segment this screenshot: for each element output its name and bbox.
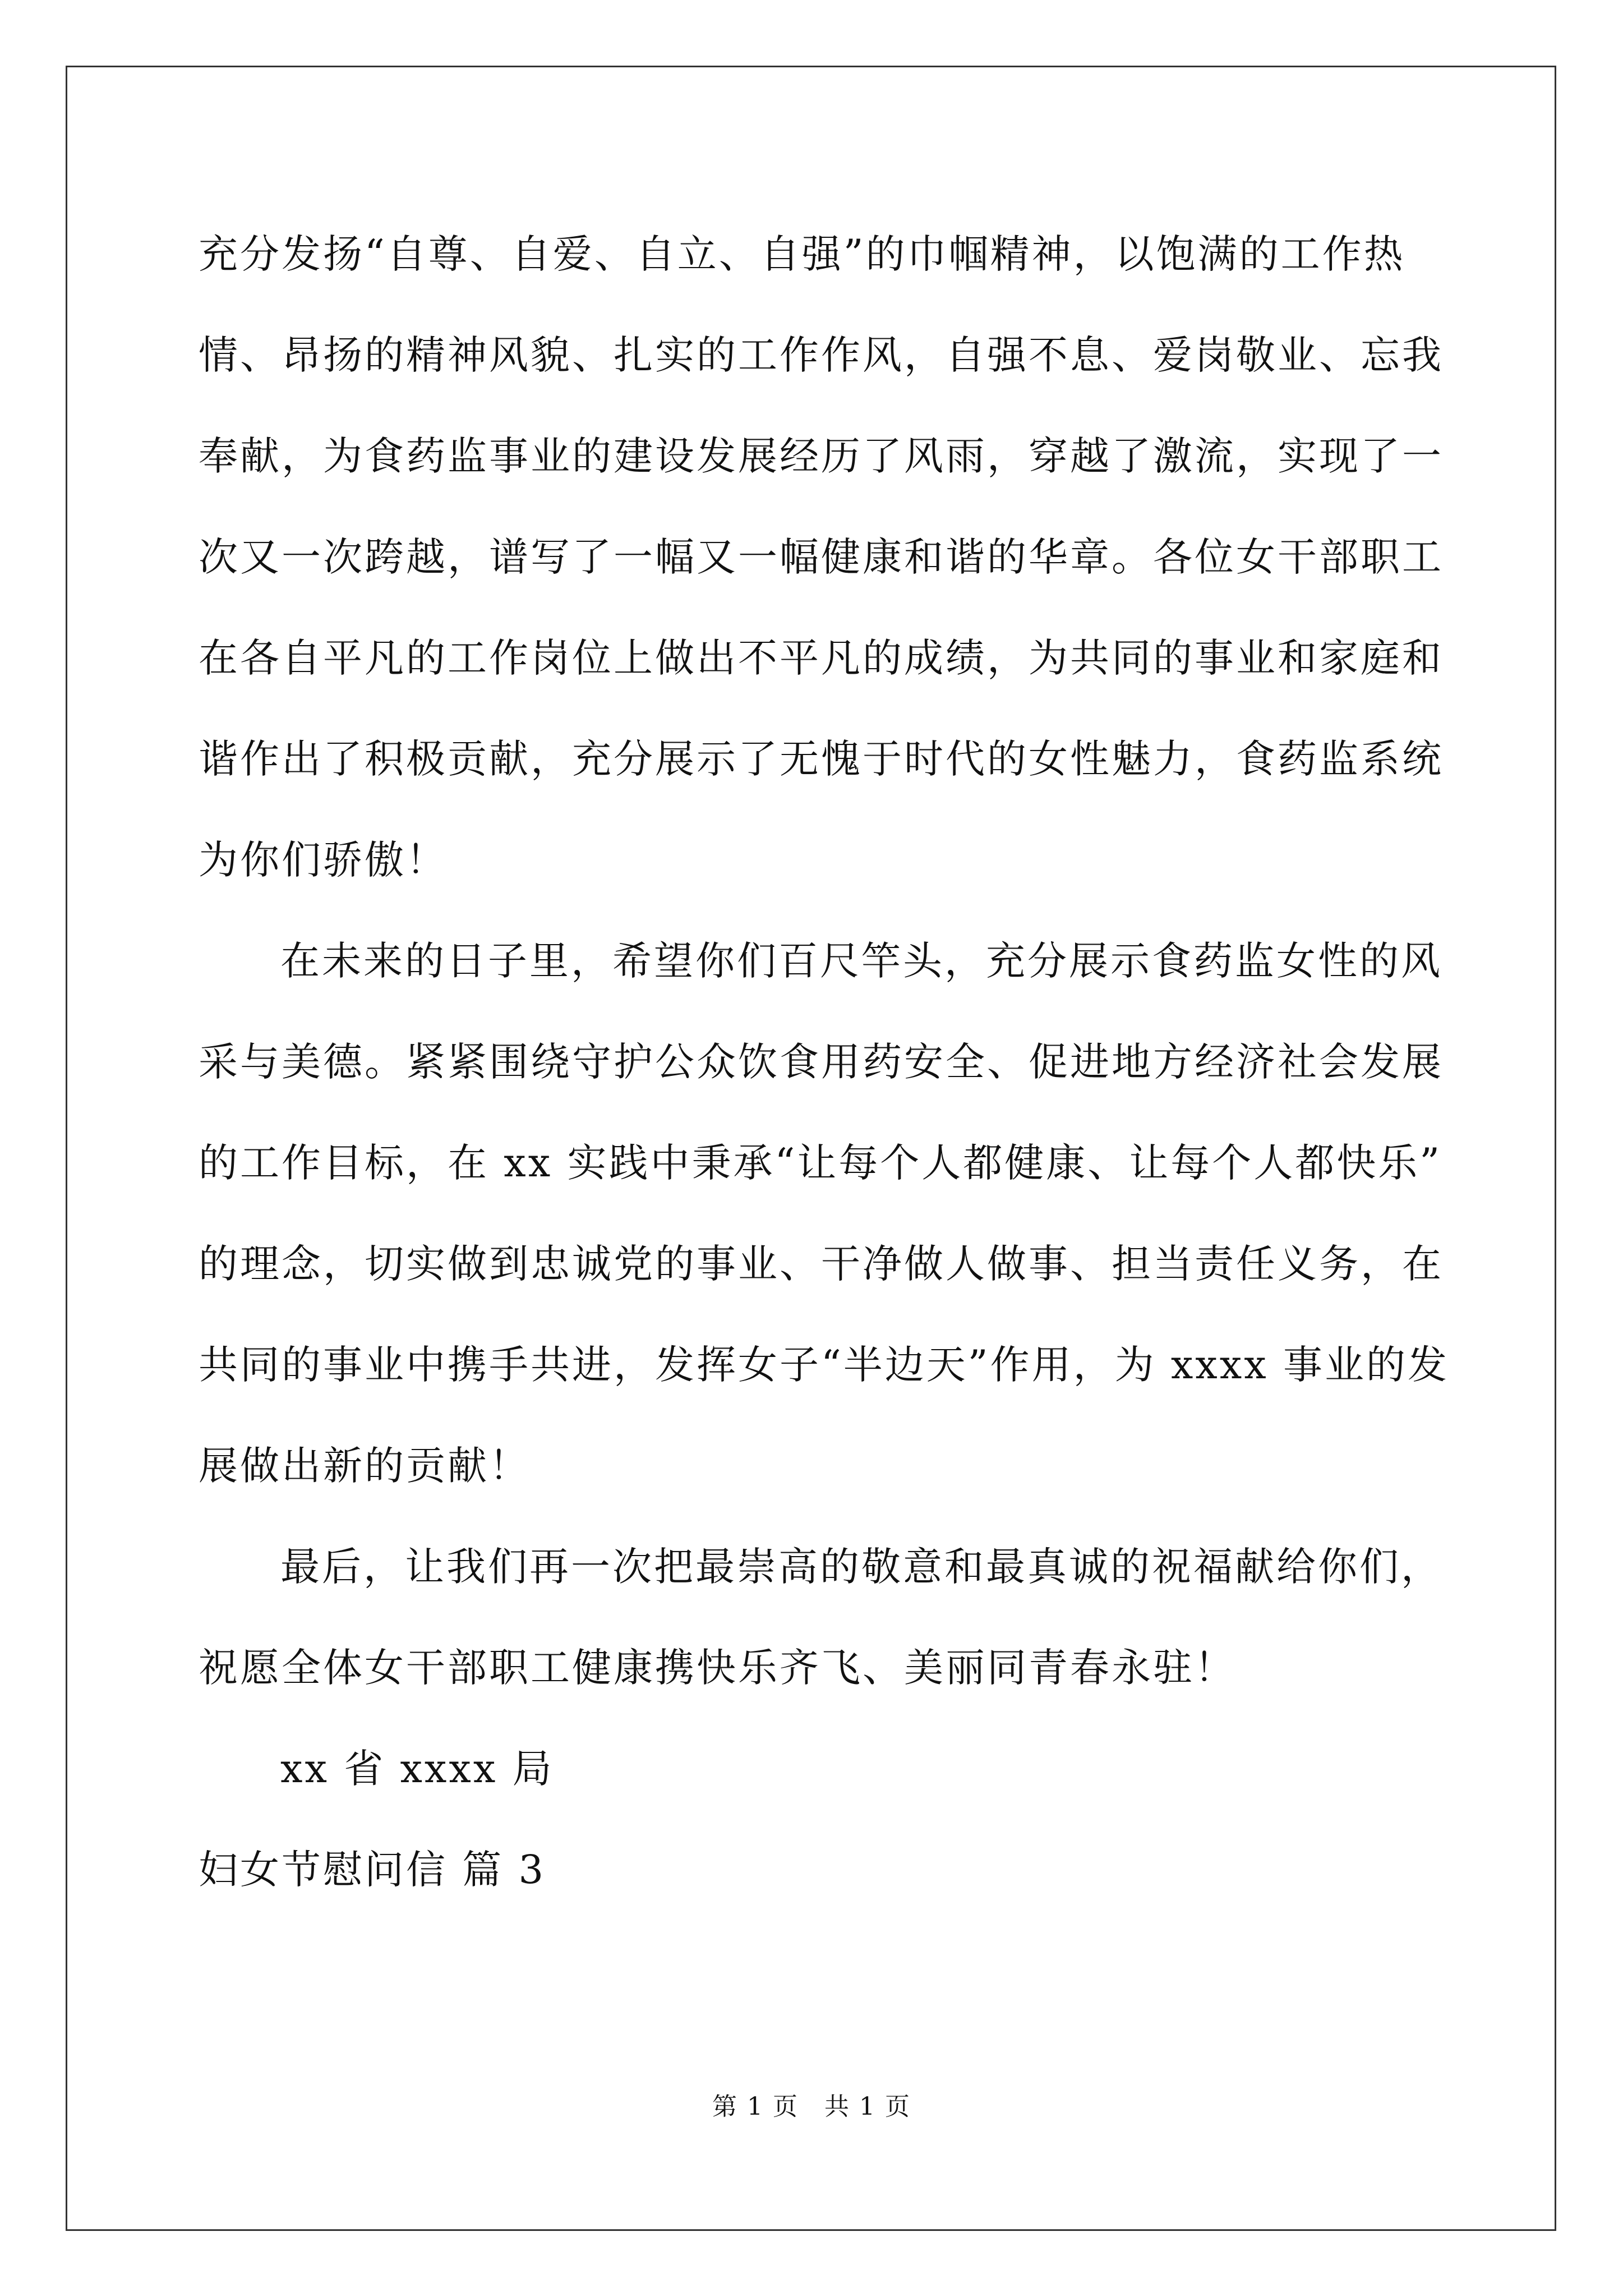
paragraph-line: 在各自平凡的工作岗位上做出不平凡的成绩，为共同的事业和家庭和 [199,635,1444,681]
paragraph-line: 次又一次跨越，谱写了一幅又一幅健康和谐的华章。各位女干部职工 [199,534,1444,580]
paragraph-line: 采与美德。紧紧围绕守护公众饮食用药安全、促进地方经济社会发展 [199,1039,1444,1085]
paragraph-line: 奉献，为食药监事业的建设发展经历了风雨，穿越了激流，实现了一 [199,433,1444,479]
signature-line: xx 省 xxxx 局 [280,1746,554,1792]
paragraph-line: 共同的事业中携手共进，发挥女子“半边天”作用，为 xxxx 事业的发 [199,1342,1449,1388]
paragraph-line: 最后，让我们再一次把最崇高的敬意和最真诚的祝福献给你们， [280,1544,1442,1590]
paragraph-line: 谐作出了积极贡献，充分展示了无愧于时代的女性魅力，食药监系统 [199,736,1444,782]
paragraph-line: 的工作目标，在 xx 实践中秉承“让每个人都健康、让每个人都快乐” [199,1140,1442,1186]
paragraph-line: 在未来的日子里，希望你们百尺竿头，充分展示食药监女性的风 [280,938,1442,984]
paragraph-line: 的理念，切实做到忠诚党的事业、干净做人做事、担当责任义务，在 [199,1241,1444,1287]
page-footer: 第 1 页 共 1 页 [712,2092,911,2121]
paragraph-line: 为你们骄傲！ [199,837,448,883]
paragraph-line: 充分发扬“自尊、自爱、自立、自强”的巾帼精神，以饱满的工作热 [199,231,1405,277]
paragraph-line: 情、昂扬的精神风貌、扎实的工作作风，自强不息、爱岗敬业、忘我 [199,332,1444,378]
paragraph-line: 祝愿全体女干部职工健康携快乐齐飞、美丽同青春永驻！ [199,1645,1236,1691]
paragraph-line: 展做出新的贡献！ [199,1443,531,1489]
section-heading: 妇女节慰问信 篇 3 [199,1847,546,1893]
